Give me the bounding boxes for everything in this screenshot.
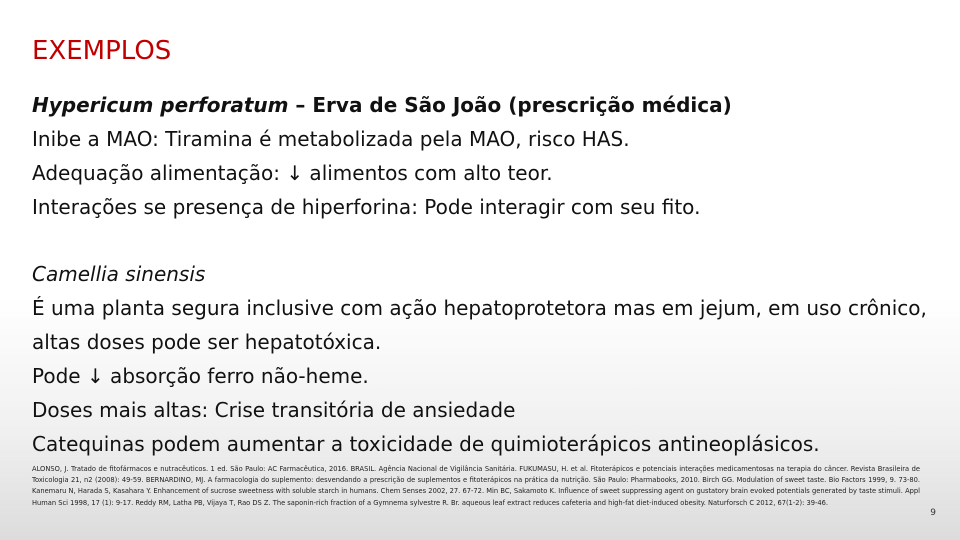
- references: ALONSO, J. Tratado de fitofármacos e nutracêuticos. 1 ed. São Paulo: AC Farmacêutica, 2016. BRASIL. Agência Nacional de Vigilância Sanitária. FUKUMASU, H. et al. Fitoterápicos e potenciais interações medicamentosas na terapia do câncer. Revista Brasileira de Toxicologia 21, n2 (2008): 49-59. BERNARDINO, MJ. A farmacologia do suplemento: desvendando a prescrição de suplementos e fitoterápicos na prática da nutrição. São Paulo: Pharmabooks, 2010. Birch GG. Modulation of sweet taste. Bio Factors 1999, 9. 73-80. Kanemaru N, Harada S, Kasahara Y. Enhancement of sucrose sweetness with soluble starch in humans. Chem Senses 2002, 27. 67-72. Min BC, Sakamoto K. Influence of sweet suppressing agent on gustatory brain evoked potentials generated by taste stimuli. Appl Human Sci 1998, 17 (1): 9-17. Reddy RM, Latha PB, Vijaya T, Rao DS Z. The saponin-rich fraction of a Gymnema sylvestre R. Br. aqueous leaf extract reduces cafeteria and high-fat diet-induced obesity. Naturforsch C 2012, 67(1-2): 39-46.: [32, 465, 920, 507]
- hypericum-section: [32, 88, 940, 224]
- slide-title: EXEMPLOS: [32, 36, 172, 66]
- camellia-species: Camellia sinensis: [32, 262, 206, 286]
- hypericum-heading-rest: – Erva de São João (prescrição médica): [288, 93, 732, 117]
- hypericum-line-3: Interações se presença de hiperforina: Pode interagir com seu fito.: [32, 195, 701, 219]
- hypericum-species: Hypericum perforatum: [32, 93, 289, 117]
- camellia-line-2: Pode ↓ absorção ferro não-heme.: [32, 364, 369, 388]
- hypericum-line-1: Inibe a MAO: Tiramina é metabolizada pela MAO, risco HAS.: [32, 127, 630, 151]
- camellia-line-1: É uma planta segura inclusive com ação hepatoprotetora mas em jejum, em uso crônico, altas doses pode ser hepatotóxica.: [32, 296, 927, 354]
- page-number: 9: [930, 508, 936, 518]
- camellia-section: [32, 257, 940, 461]
- hypericum-heading: [32, 88, 940, 122]
- hypericum-line-2: Adequação alimentação: ↓ alimentos com alto teor.: [32, 161, 553, 185]
- camellia-line-3: Doses mais altas: Crise transitória de ansiedade: [32, 398, 516, 422]
- camellia-line-4: Catequinas podem aumentar a toxicidade de quimioterápicos antineoplásicos.: [32, 432, 820, 456]
